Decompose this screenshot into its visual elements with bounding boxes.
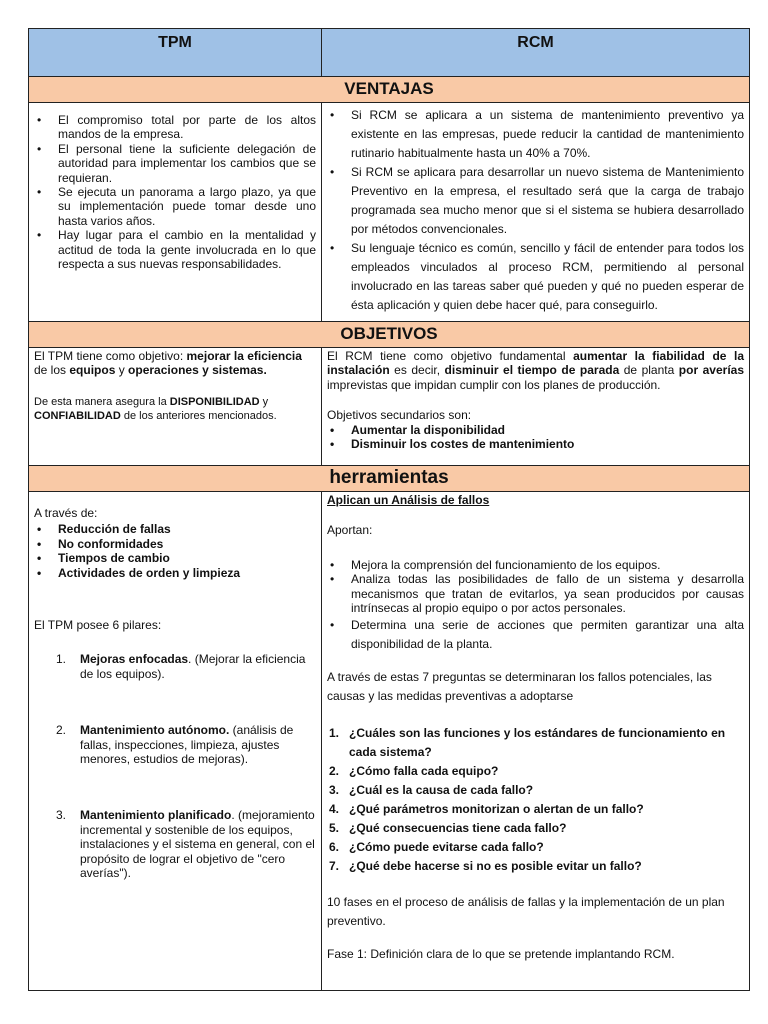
list-item: • Mejora la comprensión del funcionamiento de los equipos. bbox=[327, 558, 744, 572]
objetivos-rcm-cell bbox=[322, 348, 750, 466]
list-item: • Su lenguaje técnico es común, sencillo y fácil de entender para todos los empleados vinculados al proceso RCM, permitiendo al personal involucrado en las tareas saber qué pueden y qué no pueden esperar de ésta aplicación y quien debe hacer qué, para conseguirlo. bbox=[327, 239, 744, 315]
herramientas-row bbox=[29, 492, 750, 991]
list-item: 7. ¿Qué debe hacerse si no es posible evitar un fallo? bbox=[329, 859, 642, 874]
list-item: • Disminuir los costes de mantenimiento bbox=[327, 437, 744, 451]
preguntas-list bbox=[327, 724, 744, 876]
list-item: 5. ¿Qué consecuencias tiene cada fallo? bbox=[329, 821, 567, 836]
list-item: • Determina una serie de acciones que permiten garantizar una alta disponibilidad de la planta. bbox=[327, 616, 744, 654]
section-title-objetivos: OBJETIVOS bbox=[29, 322, 750, 348]
section-title-ventajas: VENTAJAS bbox=[29, 77, 750, 103]
list-item: 6. ¿Cómo puede evitarse cada fallo? bbox=[329, 840, 544, 855]
list-item: • Actividades de orden y limpieza bbox=[34, 566, 316, 580]
fases-text: 10 fases en el proceso de análisis de fallas y la implementación de un plan preventivo. bbox=[327, 895, 725, 929]
herramientas-tpm-list bbox=[34, 522, 316, 580]
list-item: 1. ¿Cuáles son las funciones y los estándares de funcionamiento en cada sistema? bbox=[329, 726, 726, 760]
objetivos-row bbox=[29, 348, 750, 466]
aportan-label: Aportan: bbox=[327, 523, 373, 538]
list-item: • El compromiso total por parte de los altos mandos de la empresa. bbox=[34, 113, 316, 142]
objetivos-secundarios-list bbox=[327, 423, 744, 452]
ventajas-rcm-list bbox=[327, 106, 744, 315]
header-row bbox=[29, 29, 750, 77]
list-item: 1. Mejoras enfocadas. (Mejorar la eficiencia de los equipos). bbox=[56, 652, 306, 681]
header-tpm: TPM bbox=[29, 29, 322, 77]
list-item: • Se ejecuta un panorama a largo plazo, ya que su implementación puede tomar desde uno hasta varios años. bbox=[34, 185, 316, 228]
list-item: • Reducción de fallas bbox=[34, 522, 316, 536]
herramientas-tpm-cell bbox=[29, 492, 322, 991]
herramientas-tpm-intro: A través de: bbox=[34, 506, 98, 520]
section-title-herramientas: herramientas bbox=[29, 466, 750, 492]
objetivo-tpm-note: De esta manera asegura la DISPONIBILIDAD y CONFIABILIDAD de los anteriores mencionados. bbox=[34, 395, 277, 423]
list-item: • Analiza todas las posibilidades de fallo de un sistema y desarrolla mecanismos que tratan de evitarlos, ya sean producidos por causas intrínsecas al propio equipo o por actos personales. bbox=[327, 572, 744, 615]
list-item: • Tiempos de cambio bbox=[34, 551, 316, 565]
section-row-ventajas bbox=[29, 77, 750, 103]
ventajas-tpm-list bbox=[34, 113, 316, 271]
section-row-herramientas bbox=[29, 466, 750, 492]
ventajas-row bbox=[29, 103, 750, 322]
ventajas-rcm-cell bbox=[322, 103, 750, 322]
comparison-table bbox=[28, 28, 750, 991]
objetivo-rcm-text: El RCM tiene como objetivo fundamental aumentar la fiabilidad de la instalación es decir, disminuir el tiempo de parada de planta por averías imprevistas que impidan cumplir con los planes de producción. bbox=[327, 349, 745, 392]
list-item: 2. Mantenimiento autónomo. (análisis de fallas, inspecciones, limpieza, ajustes menores, estudios de mejoras). bbox=[56, 723, 294, 767]
list-item: • El personal tiene la suficiente delegación de autoridad para implementar los cambios que se requieran. bbox=[34, 142, 316, 185]
fase1-text: Fase 1: Definición clara de lo que se pretende implantando RCM. bbox=[327, 947, 675, 962]
objetivos-secundarios-label: Objetivos secundarios son: bbox=[327, 408, 472, 423]
list-item: • Si RCM se aplicara para desarrollar un nuevo sistema de Mantenimiento Preventivo en la empresa, el resultado será que la carga de trabajo programada sea mucho menor que si el sistema se hubiera desarrollado por métodos convencionales. bbox=[327, 163, 744, 239]
objetivo-tpm-text: El TPM tiene como objetivo: mejorar la eficiencia de los equipos y operaciones y sistemas. bbox=[34, 349, 302, 378]
objetivos-tpm-cell bbox=[29, 348, 322, 466]
list-item: • Aumentar la disponibilidad bbox=[327, 423, 744, 437]
ventajas-tpm-cell bbox=[29, 103, 322, 322]
preguntas-intro: A través de estas 7 preguntas se determinaran los fallos potenciales, las causas y las medidas preventivas a adoptarse bbox=[327, 670, 712, 704]
herramientas-rcm-cell bbox=[322, 492, 750, 991]
pilares-label: El TPM posee 6 pilares: bbox=[34, 618, 162, 633]
aportes-list bbox=[327, 558, 744, 655]
list-item: • Hay lugar para el cambio en la mentalidad y actitud de toda la gente involucrada en lo que respecta a sus nuevas responsabilidades. bbox=[34, 228, 316, 271]
section-row-objetivos bbox=[29, 322, 750, 348]
list-item: 3. Mantenimiento planificado. (mejoramiento incremental y sostenible de los equipos, instalaciones y el sistema en general, con el propósito de lograr el objetivo de "cero averías"). bbox=[56, 808, 315, 881]
header-rcm: RCM bbox=[322, 29, 750, 77]
pilares-list bbox=[34, 652, 316, 880]
list-item: • No conformidades bbox=[34, 537, 316, 551]
list-item: • Si RCM se aplicara a un sistema de mantenimiento preventivo ya existente en las empresas, puede reducir la cantidad de mantenimiento rutinario habitualmente hasta un 40% a 70%. bbox=[327, 106, 744, 163]
list-item: 2. ¿Cómo falla cada equipo? bbox=[329, 764, 499, 779]
analisis-fallos-heading: Aplican un Análisis de fallos bbox=[327, 493, 490, 507]
list-item: 3. ¿Cuál es la causa de cada fallo? bbox=[329, 783, 534, 798]
list-item: 4. ¿Qué parámetros monitorizan o alertan de un fallo? bbox=[329, 802, 644, 817]
